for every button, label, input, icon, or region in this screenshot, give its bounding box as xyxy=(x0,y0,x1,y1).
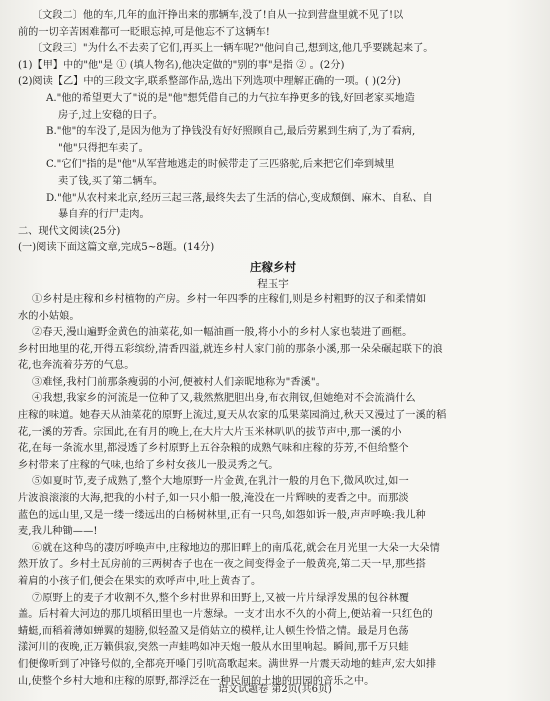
article-line: ⑤如夏时节,麦子成熟了,整个大地原野一片金黄,在乳汁一般的月色下,微风吹过,如一 xyxy=(32,476,409,488)
question-1: (1)【甲】中的"他"是 ① (填人物名),他决定做的"别的事"是指 ② 。(2分) xyxy=(18,59,345,71)
text-line: 〔文段三〕"为什么不去卖了它们,再买上一辆车呢?"他问自己,想到这,他几乎要跳起来了。 xyxy=(32,43,434,55)
section-heading: 二、现代文阅读(25分) xyxy=(18,225,121,237)
article-line: ⑦原野上的麦子才收割不久,整个乡村世界和田野上,又被一片片绿浮发黑的包谷林覆 xyxy=(32,592,410,604)
page-footer: 语文试题卷 第2页(共6页) xyxy=(218,684,332,695)
article-line: 蓝色的远山里,又是一缕一缕远出的白杨树林里,正有一只鸟,如怨如诉一般,声声呼唤:我儿种 xyxy=(18,509,426,521)
text-line: 〔文段二〕他的车,几年的血汗挣出来的那辆车,没了!自从一拉到营盘里就不见了!以 xyxy=(32,10,404,21)
option-a-cont: 房子,过上安稳的日子。 xyxy=(58,109,164,121)
question-block xyxy=(18,8,528,224)
article-line: 盖。后村着大河边的那几顷稻田里也一片葱绿。一支才出水不久的小荷上,便站着一只红色的 xyxy=(18,609,433,621)
option-d-cont: 暴自弃的行尸走肉。 xyxy=(58,209,150,221)
option-b-cont: "他"只得把车卖了。 xyxy=(58,142,149,154)
article-line: 然开放了。乡村土瓦房前的三两树杏子也在一夜之间变得金子一般黄亮,第二天一早,那些搭 xyxy=(18,559,426,571)
article-line: 乡村田地里的花,开得五彩缤纷,清香四溢,就连乡村人家门前的那条小溪,那一朵朵碾起联下的浪 xyxy=(18,343,443,355)
article-line: 漾河川的夜晚,正万籁俱寂,突然一声蛙鸣如冲天炮一般从水田里响起。瞬间,那千万只蛙 xyxy=(18,642,409,654)
article-title: 庄稼乡村 xyxy=(250,259,296,274)
option-c: C."它们"指的是"他"从军营地逃走的时候带走了三匹骆驼,后来把它们牵到城里 xyxy=(46,159,395,171)
option-c-cont: 卖了钱,买了第二辆车。 xyxy=(58,175,164,187)
article-author: 程玉宇 xyxy=(257,277,289,290)
option-d: D."他"从农村来北京,经历三起三落,最终失去了生活的信心,变成颓倒、麻木、自私、自 xyxy=(46,192,433,204)
article-line: 水的小姑娘。 xyxy=(18,310,80,322)
option-a: A."他的希望更大了"说的是"他"想凭借自己的力气拉车挣更多的钱,好回老家买地造 xyxy=(46,92,415,104)
article-line: 花,在每一条流水里,都浸透了乡村原野上五谷杂粮的成熟气味和庄稼的芬芳,不但给整个 xyxy=(18,443,409,455)
article-line: ②春天,漫山遍野金黄色的油菜花,如一幅油画一般,将小小的乡村人家也装进了画框。 xyxy=(32,327,413,339)
article-line: ①乡村是庄稼和乡村植物的产房。乡村一年四季的庄稼们,则是乡村粗野的汉子和柔情如 xyxy=(32,293,427,305)
article-line: 着肩的小孩子们,便会在果实的欢呼声中,吐上黄杏了。 xyxy=(18,576,262,587)
text-line: 前的一切辛苦困难都可一眨眼忘掉,可是他忘不了这辆车! xyxy=(18,26,270,38)
article-body xyxy=(18,292,528,690)
article-line: 庄稼的味道。她春天从油菜花的原野上流过,夏天从农家的瓜果菜园淌过,秋天又漫过了一溪的稻 xyxy=(18,410,447,422)
article-line: 花,也奔流着芬芳的气息。 xyxy=(18,360,135,372)
article-line: ⑥就在这种鸟的凄厉呼唤声中,庄稼地边的那旧畔上的南瓜花,就会在月光里一大朵一大朵情 xyxy=(32,542,440,554)
subsection-heading: (一)阅读下面这篇文章,完成5~8题。(14分) xyxy=(18,242,215,254)
article-line: 蜻蜓,而稻着薄如蝉翼的翅膀,似轻盈又是俏姑立的模样,让人顿生怜惜之情。最是月色荡 xyxy=(18,625,409,637)
article-line: 片波浪滚滚的大海,把我的小村子,如一只小船一般,淹没在一片辉映的麦香之中。而那淡 xyxy=(18,493,409,505)
article-line: 麦,我儿种锄——! xyxy=(18,526,98,538)
article-line: 们便像听到了冲锋号似的,全都亮开嗓门引吭高歌起来。满世界一片震天动地的蛙声,宏大如排 xyxy=(18,658,437,670)
question-2: (2)阅读【乙】中的三段文字,联系整部作品,选出下列选项中理解正确的一项。( )(2分) xyxy=(18,76,401,88)
article-line: ③难怪,我村门前那条瘦弱的小河,便被村人们亲昵地称为"香溪"。 xyxy=(32,376,327,388)
article-line: 山,使整个乡村大地和庄稼的原野,都浮泛在一种民间的土地的田园的音乐之中。 xyxy=(18,675,375,687)
article-line: 乡村带来了庄稼的气味,也给了乡村女孩儿一股灵秀之气。 xyxy=(18,459,279,471)
article-line: ④我想,我家乡的河流是一位种了又,栽然熬肥胆出身,布衣荆钗,但她绝对不会流淌什么 xyxy=(32,393,416,405)
article-line: 花,一溪的芳香。宗国此,在有月的晚上,在大片大片玉米林叭叭的拔节声中,那一溪的小 xyxy=(18,426,402,438)
option-b: B."他"的车没了,是因为他为了挣钱没有好好照顾自己,最后劳累到生病了,为了看病, xyxy=(46,126,416,138)
